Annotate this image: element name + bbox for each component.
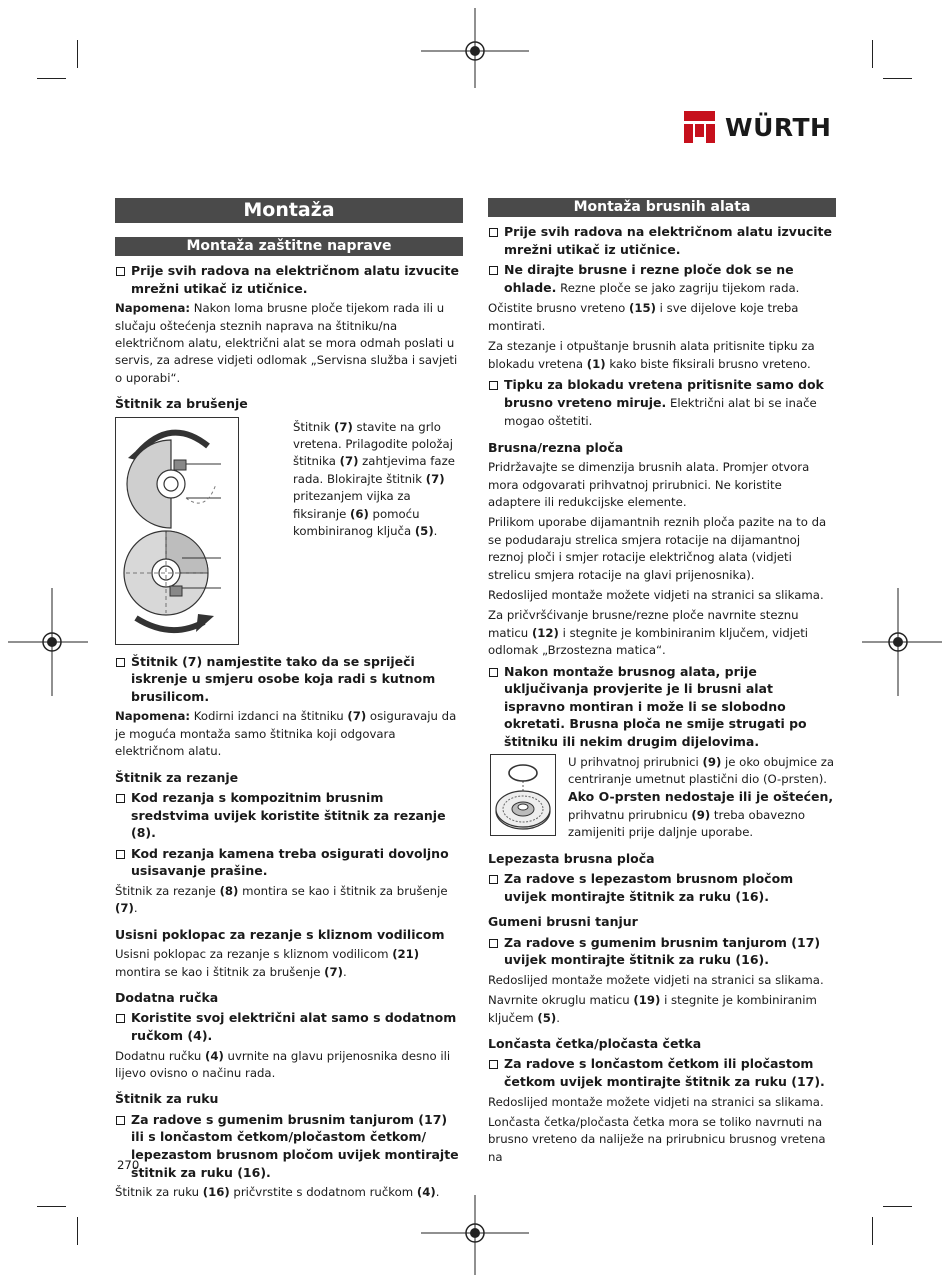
page-title: Montaža	[115, 198, 463, 223]
o-ring-figure-row	[488, 754, 836, 842]
body-paragraph: Pridržavajte se dimenzija brusnih alata. Promjer otvora mora odgovarati prihvatnoj prirubnici. Ne koristite adaptere ili redukcijske elemente.	[488, 460, 810, 509]
body-paragraph: Redoslijed montaže možete vidjeti na stranici sa slikama.	[488, 972, 824, 987]
section-title-tool-mounting: Montaža brusnih alata	[488, 198, 836, 217]
subheading-flap-disc: Lepezasta brusna ploča	[488, 850, 655, 866]
warning-item: Za radove s lončastom četkom ili pločastom četkom uvijek montirajte štitnik za ruku (17).	[488, 1055, 836, 1090]
crop-mark	[872, 40, 873, 68]
crop-mark	[37, 78, 66, 79]
note-paragraph: Napomena: Nakon loma brusne ploče tijekom rada ili u slučaju oštećenja steznih naprava na štitniku/na električnom alatu, električni alat se mora odmah poslati u servis, za adrese vidjeti odlomak „Servisna služba i savjeti o uporabi“.	[115, 301, 458, 385]
subheading-suction-cover: Usisni poklopac za rezanje s kliznom vodilicom	[115, 926, 445, 942]
warning-item: Štitnik (7) namjestite tako da se spriječi iskrenje u smjeru osobe koja radi s kutnom brusilicom.	[115, 653, 463, 706]
subheading-rubber-sanding-plate: Gumeni brusni tanjur	[488, 914, 638, 930]
crop-mark	[872, 1217, 873, 1245]
warning-item: Prije svih radova na električnom alatu izvucite mrežni utikač iz utičnice.	[115, 262, 463, 297]
body-paragraph: Dodatnu ručku (4) uvrnite na glavu prijenosnika desno ili lijevo ovisno o načinu rada.	[115, 1048, 451, 1081]
brand-name: WÜRTH	[725, 112, 832, 142]
section-title-guard-mounting: Montaža zaštitne naprave	[115, 237, 463, 256]
registration-mark-icon	[862, 588, 942, 696]
flange-o-ring-icon	[491, 755, 555, 835]
body-paragraph: Za pričvršćivanje brusne/rezne ploče navrnite steznu maticu (12) i stegnite je kombiniranim ključem, vidjeti odlomak „Brzostezna matica“.	[488, 608, 809, 658]
subheading-grinding-disc: Brusna/rezna ploča	[488, 439, 624, 455]
body-paragraph: Štitnik za ruku (16) pričvrstite s dodatnom ručkom (4).	[115, 1185, 440, 1200]
crop-mark	[883, 1206, 912, 1207]
crop-mark	[77, 1217, 78, 1245]
note-paragraph: Napomena: Kodirni izdanci na štitniku (7) osiguravaju da je moguća montaža samo štitnika koji odgovara električnom alatu.	[115, 709, 457, 759]
warning-item: Kod rezanja s kompozitnim brusnim sredstvima uvijek koristite štitnik za rezanje (8).	[115, 789, 463, 842]
warning-item: Prije svih radova na električnom alatu izvucite mrežni utikač iz utičnice.	[488, 223, 836, 258]
body-paragraph: Za stezanje i otpuštanje brusnih alata pritisnite tipku za blokadu vretena (1) kako biste fiksirali brusno vreteno.	[488, 339, 815, 371]
registration-mark-icon	[8, 588, 88, 696]
body-paragraph: Navrnite okruglu maticu (19) i stegnite je kombiniranim ključem (5).	[488, 993, 817, 1025]
grinding-guard-figure-row	[115, 417, 463, 645]
subheading-auxiliary-handle: Dodatna ručka	[115, 990, 219, 1006]
wurth-logo-icon	[684, 111, 715, 143]
warning-item: Tipku za blokadu vretena pritisnite samo dok brusno vreteno miruje. Električni alat bi se inače mogao oštetiti.	[488, 376, 836, 431]
body-paragraph: Lončasta četka/pločasta četka mora se toliko navrnuti na brusno vreteno da naliježe na prirubnicu brusnog vretena na	[488, 1115, 826, 1164]
warning-item: Koristite svoj električni alat samo s dodatnom ručkom (4).	[115, 1009, 463, 1044]
warning-item: Ne dirajte brusne i rezne ploče dok se ne ohlade. Rezne ploče se jako zagriju tijekom rada.	[488, 261, 836, 297]
warning-item: Za radove s gumenim brusnim tanjurom (17) uvijek montirajte štitnik za ruku (16).	[488, 934, 836, 969]
body-paragraph: Štitnik za rezanje (8) montira se kao i štitnik za brušenje (7).	[115, 884, 448, 916]
body-paragraph: Redoslijed montaže možete vidjeti na stranici sa slikama.	[488, 1094, 824, 1109]
body-paragraph: Očistite brusno vreteno (15) i sve dijelove koje treba montirati.	[488, 301, 799, 333]
warning-item: Kod rezanja kamena treba osigurati dovoljno usisavanje prašine.	[115, 845, 463, 880]
crop-mark	[37, 1206, 66, 1207]
registration-mark-icon	[421, 1195, 529, 1275]
warning-item: Za radove s gumenim brusnim tanjurom (17) ili s lončastom četkom/pločastom četkom/ lepezastom brusnom pločom uvijek montirajte štitnik za ruku (16).	[115, 1111, 463, 1181]
registration-mark-icon	[421, 8, 529, 88]
right-column	[488, 198, 836, 1169]
crop-mark	[883, 78, 912, 79]
body-paragraph: Usisni poklopac za rezanje s kliznom vodilicom (21) montira se kao i štitnik za brušenje (7).	[115, 947, 420, 979]
grinding-guard-text: Štitnik (7) stavite na grlo vretena. Prilagodite položaj štitnika (7) zahtjevima faze rada. Blokirajte štitnik (7) pritezanjem vijka za fiksiranje (6) pomoću kombiniranog ključa (5).	[293, 419, 455, 539]
o-ring-text: U prihvatnoj prirubnici (9) je oko obujmice za centriranje umetnut plastični dio (O-prsten). Ako O-prsten nedostaje ili je oštećen, prihvatnu prirubnicu (9) treba obavezno zamijeniti prije daljnje uporabe.	[568, 754, 835, 840]
subheading-cutting-guard: Štitnik za rezanje	[115, 769, 239, 785]
crop-mark	[77, 40, 78, 68]
body-paragraph: Redoslijed montaže možete vidjeti na stranici sa slikama.	[488, 588, 824, 603]
subheading-cup-brush: Lončasta četka/pločasta četka	[488, 1036, 702, 1052]
left-column	[115, 198, 463, 1205]
o-ring-illustration	[490, 754, 556, 836]
page-number: 270	[117, 1158, 140, 1172]
warning-item: Za radove s lepezastom brusnom pločom uvijek montirajte štitnik za ruku (16).	[488, 870, 836, 905]
wurth-logo	[684, 111, 831, 143]
subheading-hand-guard: Štitnik za ruku	[115, 1091, 219, 1107]
warning-item: Nakon montaže brusnog alata, prije uključivanja provjerite je li brusni alat ispravno montiran i može li se slobodno okretati. Brusna ploča ne smije strugati po štitniku ili nekim drugim dijelovima.	[488, 663, 836, 751]
grinding-guard-illustration	[115, 417, 239, 645]
angle-grinder-guard-icon	[116, 418, 238, 644]
subheading-grinding-guard: Štitnik za brušenje	[115, 396, 248, 412]
body-paragraph: Prilikom uporabe dijamantnih reznih ploča pazite na to da se podudaraju strelica smjera rotacije na dijamantnoj reznoj ploči i smjer rotacije električnog alata (vidjeti strelicu smjera rotacije na glavi prijenosnika).	[488, 515, 827, 582]
